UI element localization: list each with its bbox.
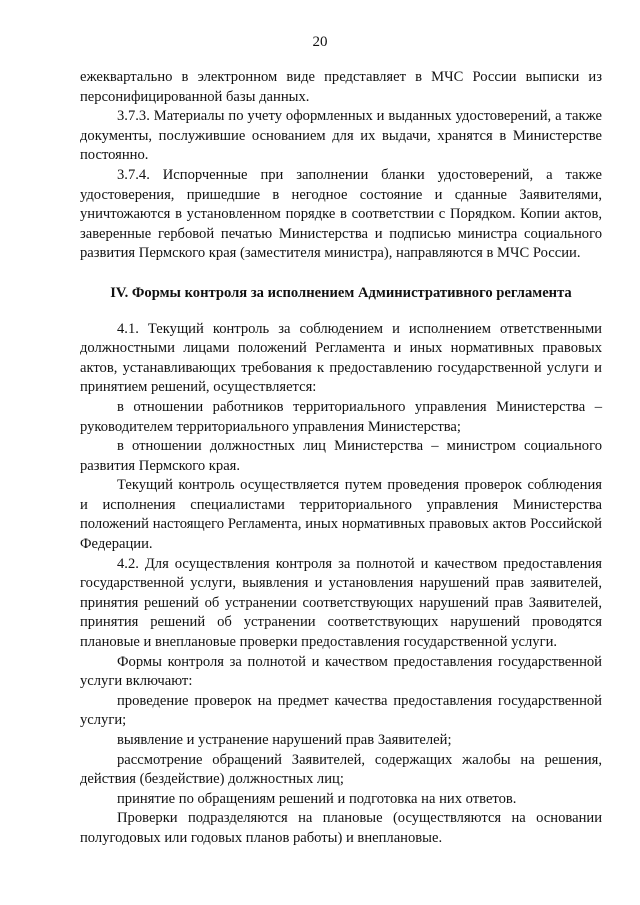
- paragraph: принятие по обращениям решений и подготовка на них ответов.: [117, 790, 517, 807]
- paragraph: рассмотрение обращений Заявителей, содержащих жалобы на решения, действия (бездействие) должностных лиц;: [80, 751, 602, 788]
- paragraph: выявление и устранение нарушений прав Заявителей;: [117, 732, 452, 748]
- paragraph: ежеквартально в электронном виде представляет в МЧС России выписки из персонифицированной базы данных.: [80, 69, 602, 105]
- page-number: 20: [312, 34, 328, 50]
- paragraph: в отношении должностных лиц Министерства – министром социального развития Пермского края.: [80, 438, 602, 474]
- paragraph: 4.1. Текущий контроль за соблюдением и исполнением ответственными должностными лицами положений Регламента и иных нормативных правовых актов, устанавливающих требования к предоставлению государственной услуги и принятием решений, осуществляется:: [80, 320, 602, 396]
- paragraph: Проверки подразделяются на плановые (осуществляются на основании полугодовых или годовых планов работы) и внеплановые.: [80, 810, 602, 846]
- paragraph: в отношении работников территориального управления Министерства – руководителем территориального управления Министерства;: [80, 398, 602, 435]
- paragraph: Формы контроля за полнотой и качеством предоставления государственной услуги включают:: [80, 653, 602, 690]
- document-body: [80, 68, 602, 849]
- paragraph: Текущий контроль осуществляется путем проведения проверок соблюдения и исполнения специалистами территориального управления Министерства положений настоящего Регламента, иных нормативных правовых актов Российской Федерации.: [80, 477, 602, 553]
- section-heading: IV. Формы контроля за исполнением Административного регламента: [110, 284, 572, 301]
- paragraph: проведение проверок на предмет качества предоставления государственной услуги;: [80, 692, 602, 729]
- paragraph: 4.2. Для осуществления контроля за полнотой и качеством предоставления государственной услуги, выявления и установления нарушений прав заявителей, принятия решений об устранении соответствующих нарушений прав Заявителей, принятия решений об устранении соответствующих нарушений проводятся плановые и внеплановые проверки предоставления государственной услуги.: [80, 555, 602, 651]
- paragraph: 3.7.3. Материалы по учету оформленных и выданных удостоверений, а также документы, послужившие основанием для их выдачи, хранятся в Министерстве постоянно.: [80, 108, 602, 164]
- paragraph: 3.7.4. Испорченные при заполнении бланки удостоверений, а также удостоверения, пришедшие в негодное состояние и сданные Заявителями, уничтожаются в установленном порядке в соответствии с Порядком. Копии актов, заверенные гербовой печатью Министерства и подписью министра социального развития Пермского края (заместителя министра), направляются в МЧС России.: [80, 166, 602, 262]
